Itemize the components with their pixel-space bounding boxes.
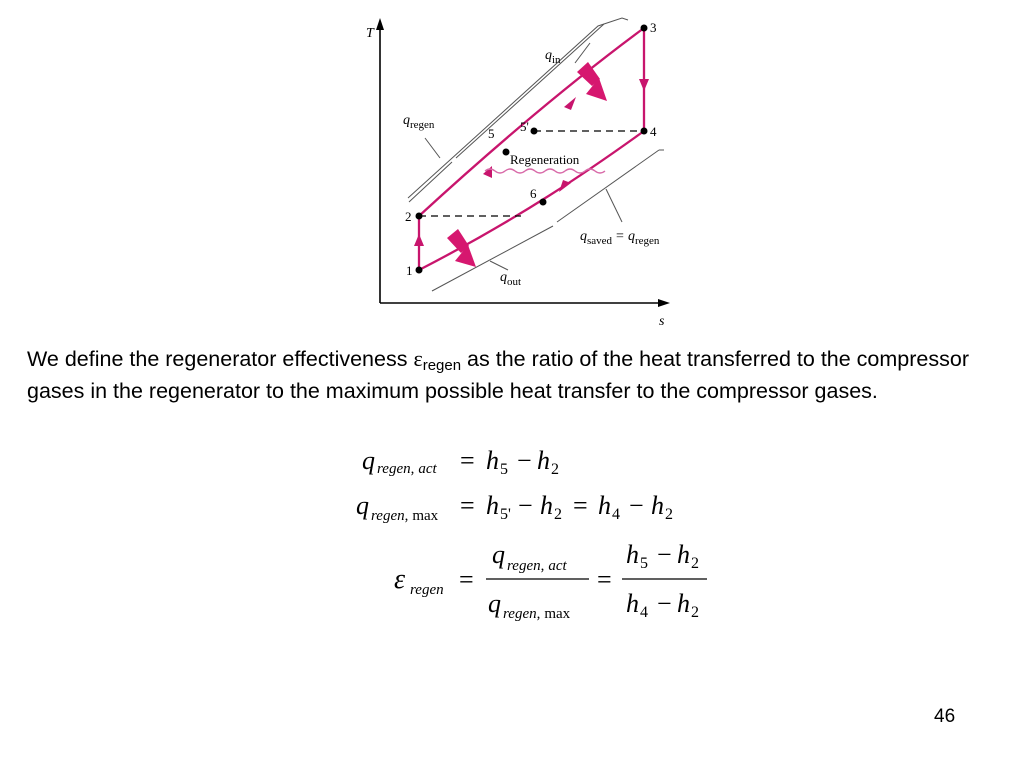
- eq2-h2: h: [540, 491, 553, 520]
- state-label-5: 5: [488, 126, 495, 141]
- eq3-epsilon: ε: [394, 564, 406, 595]
- state-label-6: 6: [530, 186, 537, 201]
- eq2-subscript: regen, max: [371, 508, 439, 524]
- eq1-minus: −: [517, 446, 532, 475]
- eq3-den-q: q: [488, 589, 501, 618]
- eq2-q: q: [356, 491, 369, 520]
- eq1-h5-sub: 5: [500, 461, 508, 478]
- state-label-1: 1: [406, 263, 413, 278]
- q-saved-label: $q_{saved} = q_{regen}$: [580, 229, 660, 247]
- eq2-h2b: h: [651, 491, 664, 520]
- eq2-h2b-sub: 2: [665, 506, 673, 523]
- eq1-subscript: regen, act: [377, 461, 437, 477]
- eq2-h4: h: [598, 491, 611, 520]
- state-label-3: 3: [650, 20, 657, 35]
- eq3-den-h4-sub: 4: [640, 604, 648, 621]
- eq3-den-h2-sub: 2: [691, 604, 699, 621]
- eq3-num-h5: h: [626, 540, 639, 569]
- paragraph-text-after: as the ratio of the heat transferred to the compressor gases in the regenerator to the maximum possible heat transfer to the compressor gases.: [27, 347, 969, 403]
- regeneration-label: Regeneration: [510, 152, 580, 167]
- eq2-minus: −: [518, 491, 533, 520]
- q-regen-label: $q_{regen}$: [403, 113, 435, 131]
- eq3-num-h2-sub: 2: [691, 555, 699, 572]
- eq1-equals: =: [460, 446, 475, 475]
- eq3-den-h2: h: [677, 589, 690, 618]
- eq3-num-q: q: [492, 540, 505, 569]
- eq3-num-minus: −: [657, 540, 672, 569]
- paragraph-text-before: We define the regenerator effectiveness: [27, 347, 414, 371]
- eq3-num-h2: h: [677, 540, 690, 569]
- equation-1: [362, 446, 559, 478]
- eq3-equals-2: =: [597, 565, 612, 594]
- eq2-h2-sub: 2: [554, 506, 562, 523]
- q-out-label: $q_{out}$: [500, 270, 522, 288]
- eq1-h2: h: [537, 446, 550, 475]
- eq3-den-h4: h: [626, 589, 639, 618]
- eq2-h4-sub: 4: [612, 506, 620, 523]
- equation-2: [356, 491, 673, 524]
- s-axis-label: s: [659, 314, 665, 329]
- equation-3: [394, 540, 707, 622]
- state-label-4: 4: [650, 124, 657, 139]
- epsilon-symbol: ε: [413, 346, 423, 371]
- eq1-h2-sub: 2: [551, 461, 559, 478]
- state-label-5-prime: 5': [520, 119, 529, 134]
- epsilon-subscript: regen: [422, 357, 462, 374]
- eq2-minus-2: −: [629, 491, 644, 520]
- eq2-h5p: h: [486, 491, 499, 520]
- eq3-num-subscript: regen, act: [507, 558, 567, 574]
- eq3-den-subscript: regen, max: [503, 606, 571, 622]
- state-label-2: 2: [405, 209, 412, 224]
- eq3-epsilon-sub: regen: [410, 582, 444, 598]
- eq2-h5p-sub: 5': [500, 506, 511, 523]
- q-in-label: $q_{in}$: [545, 48, 561, 66]
- eq3-equals: =: [459, 565, 474, 594]
- eq2-equals-2: =: [573, 491, 588, 520]
- eq1-h5: h: [486, 446, 499, 475]
- t-axis-label: T: [366, 26, 374, 41]
- eq2-equals: =: [460, 491, 475, 520]
- eq1-q: q: [362, 446, 375, 475]
- page-number: 46: [934, 706, 956, 727]
- eq3-den-minus: −: [657, 589, 672, 618]
- eq3-num-h5-sub: 5: [640, 555, 648, 572]
